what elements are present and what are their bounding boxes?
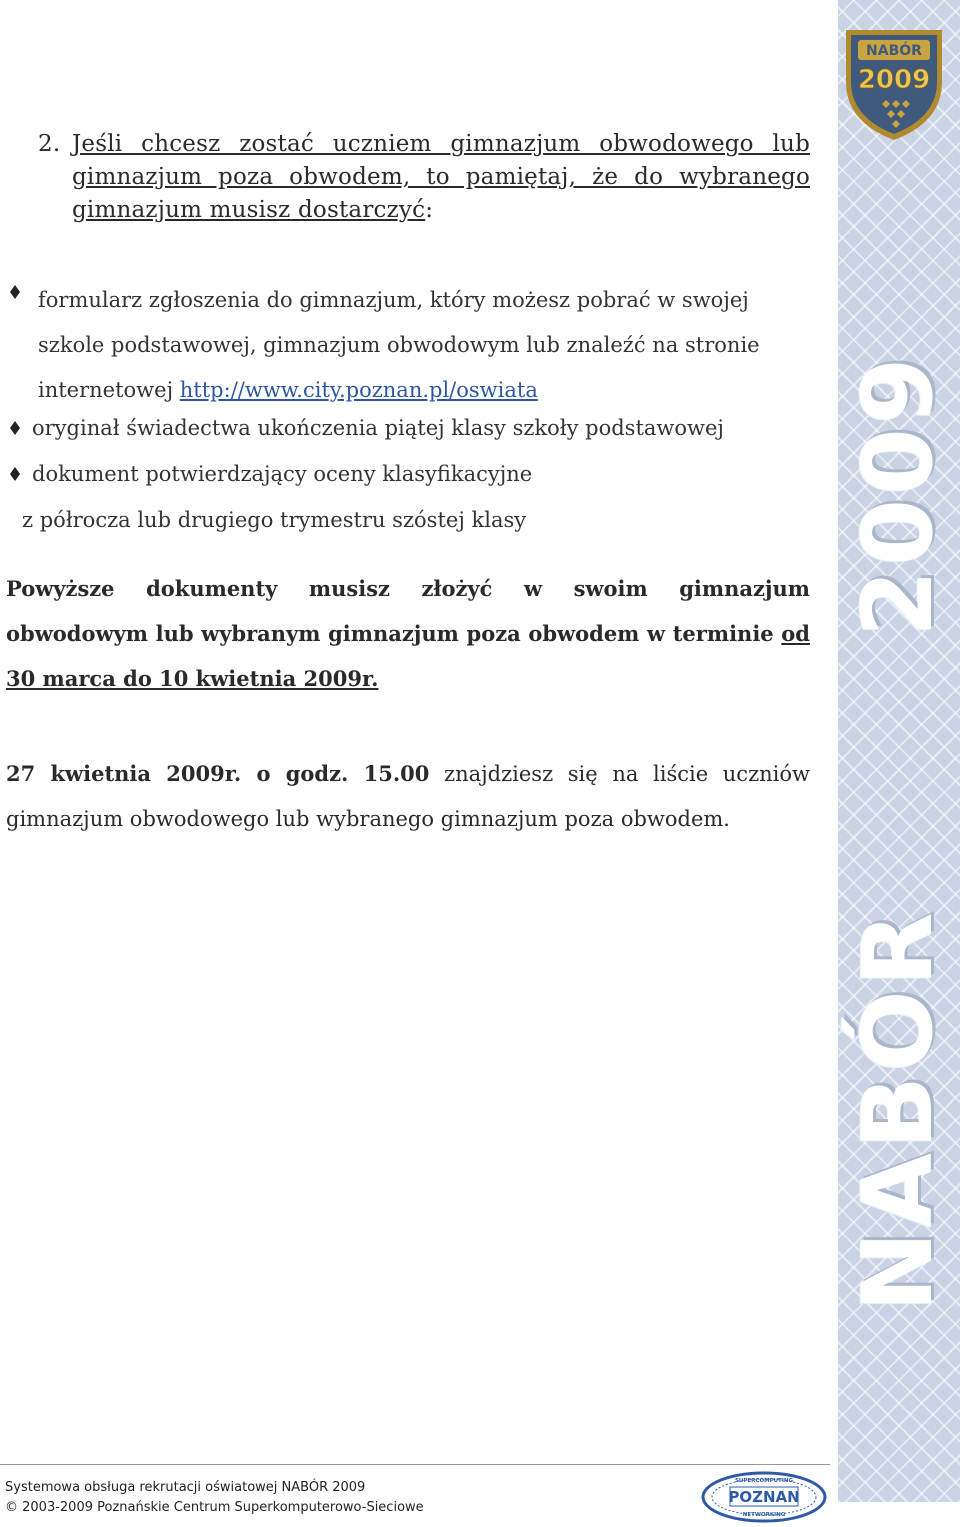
list-item-continuation xyxy=(22,506,812,534)
list-item-text: oryginał świadectwa ukończenia piątej klasy szkoły podstawowej xyxy=(32,416,724,440)
heading-suffix: : xyxy=(425,197,434,223)
poznan-supercomputing-logo xyxy=(700,1468,828,1526)
heading-text: Jeśli chcesz zostać uczniem gimnazjum obwodowego lub gimnazjum poza obwodem, to pamiętaj, że do wybranego gimnazjum musisz dostarczyć xyxy=(72,131,810,223)
footer-line-1: Systemowa obsługa rekrutacji oświatowej NABÓR 2009 xyxy=(5,1480,366,1495)
footer-text xyxy=(5,1478,424,1518)
deadline-dates: od 30 marca do 10 kwietnia 2009r. xyxy=(6,621,810,691)
results-date: 27 kwietnia 2009r. o godz. 15.00 xyxy=(6,761,430,786)
nabor-2009-badge-logo xyxy=(838,20,950,144)
footer-line-2: © 2003-2009 Poznańskie Centrum Superkomputerowo-Sieciowe xyxy=(5,1500,424,1515)
list-item-text: dokument potwierdzający oceny klasyfikacyjne xyxy=(32,462,533,486)
oswiata-link[interactable]: http://www.city.poznan.pl/oswiata xyxy=(179,378,538,402)
logo-bottom-text: NETWORKING xyxy=(742,1512,786,1518)
list-item xyxy=(10,278,810,413)
list-item-line: szkole podstawowej, gimnazjum obwodowym lub znaleźć na stronie xyxy=(38,333,760,357)
results-paragraph xyxy=(6,751,810,842)
list-item-line: formularz zgłoszenia do gimnazjum, który możesz pobrać w swojej xyxy=(38,288,749,312)
logo-top-text: SUPERCOMPUTING xyxy=(734,1478,794,1484)
badge-label-top: NABÓR xyxy=(866,43,922,59)
list-item-text: internetowej xyxy=(38,378,180,402)
logo-main-text: POZNAN xyxy=(728,1488,800,1506)
results-text: znajdziesz się na liście uczniów gimnazjum obwodowego lub wybranego gimnazjum poza obwodem. xyxy=(6,762,810,831)
section-heading xyxy=(38,128,810,227)
heading-number: 2. xyxy=(38,131,61,157)
footer-divider xyxy=(0,1464,830,1465)
watermark-year: 2009 xyxy=(842,353,954,637)
diamond-bullet-icon xyxy=(10,421,20,435)
diamond-bullet-icon xyxy=(10,467,20,481)
deadline-text: Powyższe dokumenty musisz złożyć w swoim gimnazjum obwodowym lub wybranym gimnazjum poza obwodem w terminie xyxy=(6,576,810,646)
continuation-text: z półrocza lub drugiego trymestru szóstej klasy xyxy=(22,508,527,532)
diamond-bullet-icon xyxy=(10,285,20,299)
list-item xyxy=(10,460,810,488)
badge-label-year: 2009 xyxy=(857,65,931,95)
deadline-paragraph xyxy=(6,566,810,701)
list-item xyxy=(10,414,810,442)
watermark-nabor: NABÓR xyxy=(842,908,954,1312)
